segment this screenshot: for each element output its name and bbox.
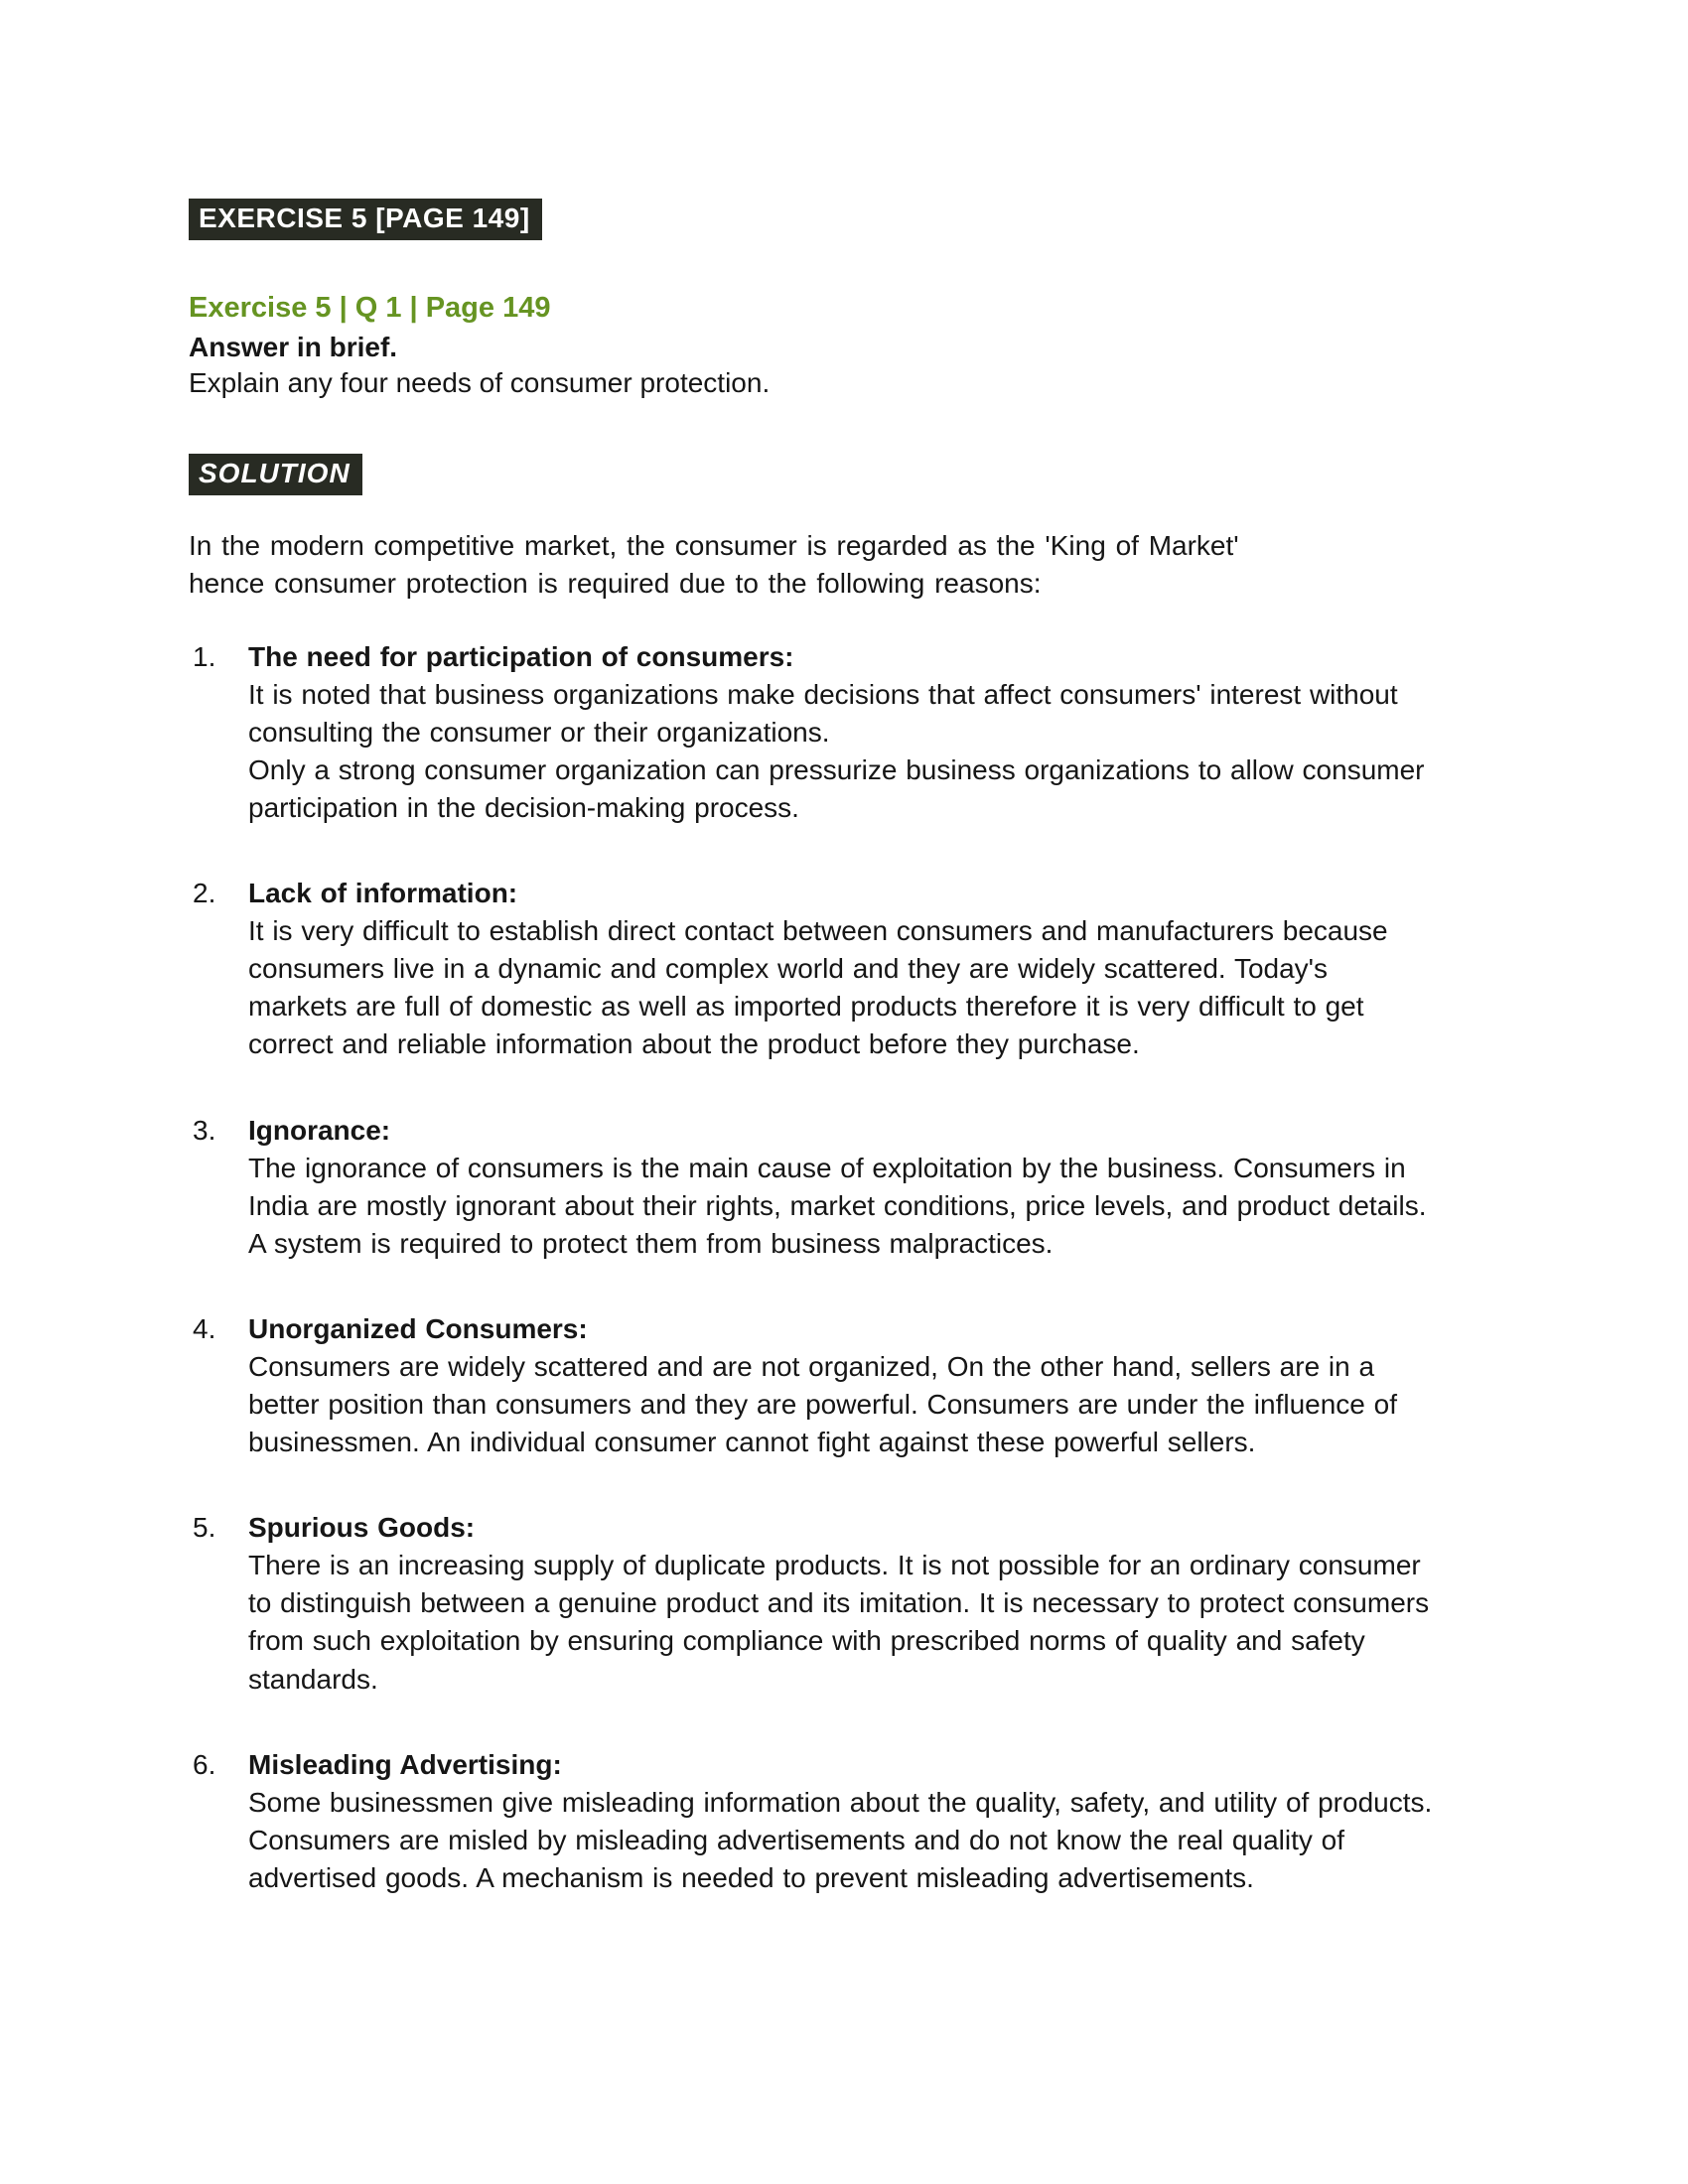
solution-list [189,638,1435,1897]
list-item-participation [193,638,1435,827]
list-item-body: Only a strong consumer organization can pressurize business organizations to allow consumer participation in the decision-making process. [248,754,1425,824]
list-item-ignorance [193,1112,1435,1263]
list-item-lack-of-information [193,875,1435,1063]
list-item-title: Lack of information: [248,878,518,909]
list-item-body: There is an increasing supply of duplicate products. It is not possible for an ordinary consumer to distinguish between a genuine product and its imitation. It is necessary to protect consumers from such exploitation by ensuring compliance with prescribed norms of quality and safety standards. [248,1550,1430,1695]
question-text: Explain any four needs of consumer protection. [189,367,771,399]
solution-label: SOLUTION [189,454,362,495]
list-item-number: 4. [193,1312,216,1344]
list-item-number: 2. [193,878,216,909]
question-type-label: Answer in brief. [189,332,398,363]
list-item-title: Unorganized Consumers: [248,1312,588,1344]
list-item-number: 1. [193,640,216,672]
list-item-number: 6. [193,1748,216,1780]
question-header: Exercise 5 | Q 1 | Page 149 [189,291,551,324]
list-item-body: Some businessmen give misleading information about the quality, safety, and utility of products. Consumers are misled by misleading advertisements and do not know the real quality of advertised goods. A mechanism is needed to prevent misleading advertisements. [248,1786,1433,1893]
list-item-title: Misleading Advertising: [248,1748,562,1780]
list-item-number: 5. [193,1512,216,1544]
list-item-body: It is very difficult to establish direct contact between consumers and manufacturers because consumers live in a dynamic and complex world and they are widely scattered. Today's markets are full of domestic as well as imported products therefore it is very difficult to get correct and reliable information about the product before they purchase. [248,915,1388,1060]
list-item-title: Ignorance: [248,1114,391,1146]
list-item-title: The need for participation of consumers: [248,640,794,672]
list-item-title: Spurious Goods: [248,1512,476,1544]
list-item-spurious-goods [193,1509,1435,1698]
list-item-misleading-advertising [193,1746,1435,1897]
solution-intro: In the modern competitive market, the consumer is regarded as the 'King of Market' hence consumer protection is required due to the following reasons: [189,529,1239,599]
list-item-body: Consumers are widely scattered and are not organized, On the other hand, sellers are in a better position than consumers and they are powerful. Consumers are under the influence of businessmen. An individual consumer cannot fight against these powerful sellers. [248,1350,1397,1458]
list-item-body: It is noted that business organizations make decisions that affect consumers' interest without consulting the consumer or their organizations. [248,678,1398,748]
list-item-unorganized-consumers [193,1310,1435,1461]
list-item-number: 3. [193,1114,216,1146]
section-header: EXERCISE 5 [PAGE 149] [189,199,542,240]
list-item-body: The ignorance of consumers is the main cause of exploitation by the business. Consumers in India are mostly ignorant about their rights, market conditions, price levels, and product details. A system is required to protect them from business malpractices. [248,1152,1427,1259]
